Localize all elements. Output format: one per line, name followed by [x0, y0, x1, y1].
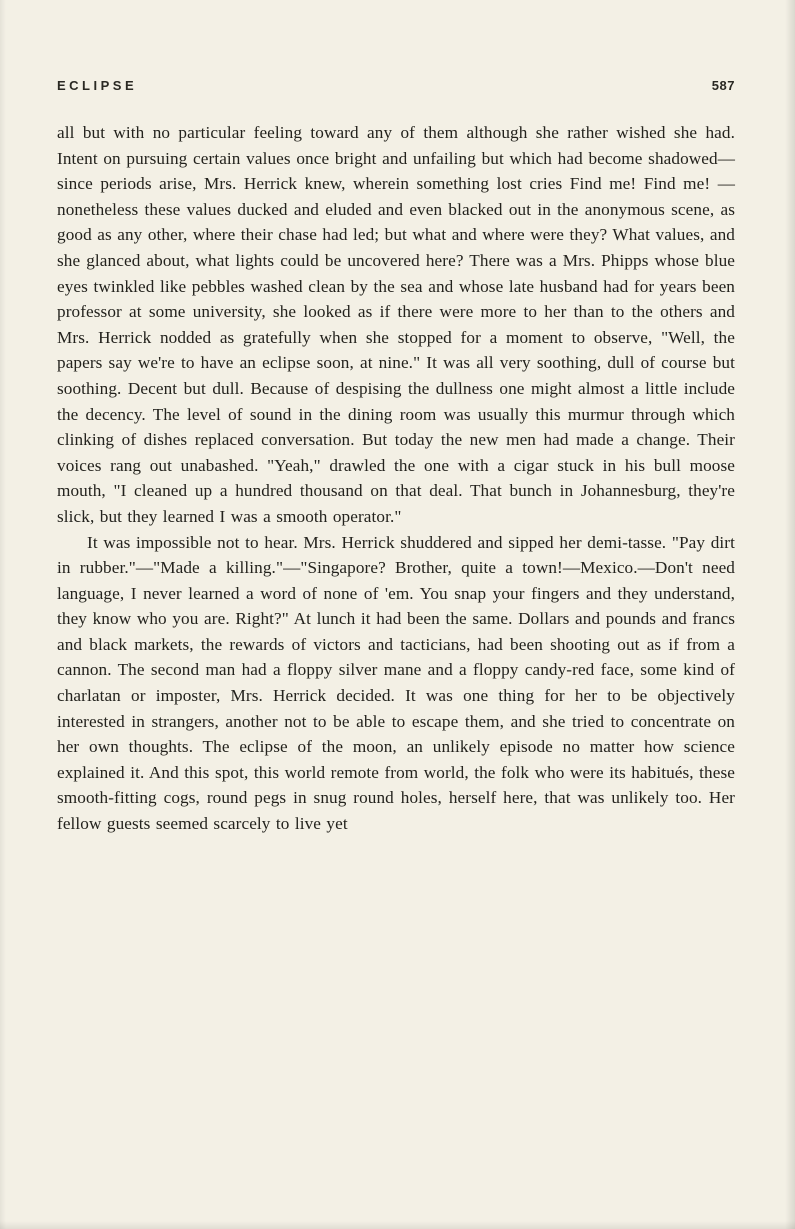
paragraph-2: It was impossible not to hear. Mrs. Herrick shuddered and sipped her demi-tasse. "Pay dirt in rubber."—"Made a killing."—"Singapore? Brother, quite a town!—Mexico.—Don't need language, I never learned a word of none of 'em. You snap your fingers and they understand, they know who you are. Right?" At lunch it had been the same. Dollars and pounds and francs and black markets, the rewards of victors and tacticians, had been shooting out as if from a cannon. The second man had a floppy silver mane and a floppy candy-red face, some kind of charlatan or imposter, Mrs. Herrick decided. It was one thing for her to be objectively interested in strangers, another not to be able to escape them, and she tried to concentrate on her own thoughts. The eclipse of the moon, an unlikely episode no matter how science explained it. And this spot, this world remote from world, the folk who were its habitués, these smooth-fitting cogs, round pegs in snug round holes, herself here, that was unlikely too. Her fellow guests seemed scarcely to live yet	[57, 532, 735, 834]
paragraph-1: all but with no particular feeling toward any of them although she rather wished she had. Intent on pursuing certain values once bright and unfailing but which had become shadowed—since periods arise, Mrs. Herrick knew, wherein something lost cries Find me! Find me! —nonetheless these values ducked and eluded and even blacked out in the anonymous scene, as good as any other, where their chase had led; but what and where were they? What values, and she glanced about, what lights could be uncovered here? There was a Mrs. Phipps whose blue eyes twinkled like pebbles washed clean by the sea and whose late husband had for years been professor at some university, she looked as if there were more to her than to the others and Mrs. Herrick nodded as gratefully when she stopped for a moment to observe, "Well, the papers say we're to have an eclipse soon, at nine." It was all very soothing, dull of course but soothing. Decent but dull. Because of despising the dullness one might almost a little include the decency. The level of sound in the dining room was usually this murmur through which clinking of dishes replaced conversation. But today the new men had made a change. Their voices rang out unabashed. "Yeah," drawled the one with a cigar stuck in his bull moose mouth, "I cleaned up a hundred thousand on that deal. That bunch in Johannesburg, they're slick, but they learned I was a smooth operator."	[57, 123, 735, 526]
running-header	[57, 78, 735, 93]
body-text-block	[57, 120, 735, 837]
page-left-edge	[0, 0, 6, 1229]
page-content	[57, 78, 735, 837]
running-header-title: ECLIPSE	[57, 78, 138, 93]
page-number: 587	[711, 78, 735, 93]
